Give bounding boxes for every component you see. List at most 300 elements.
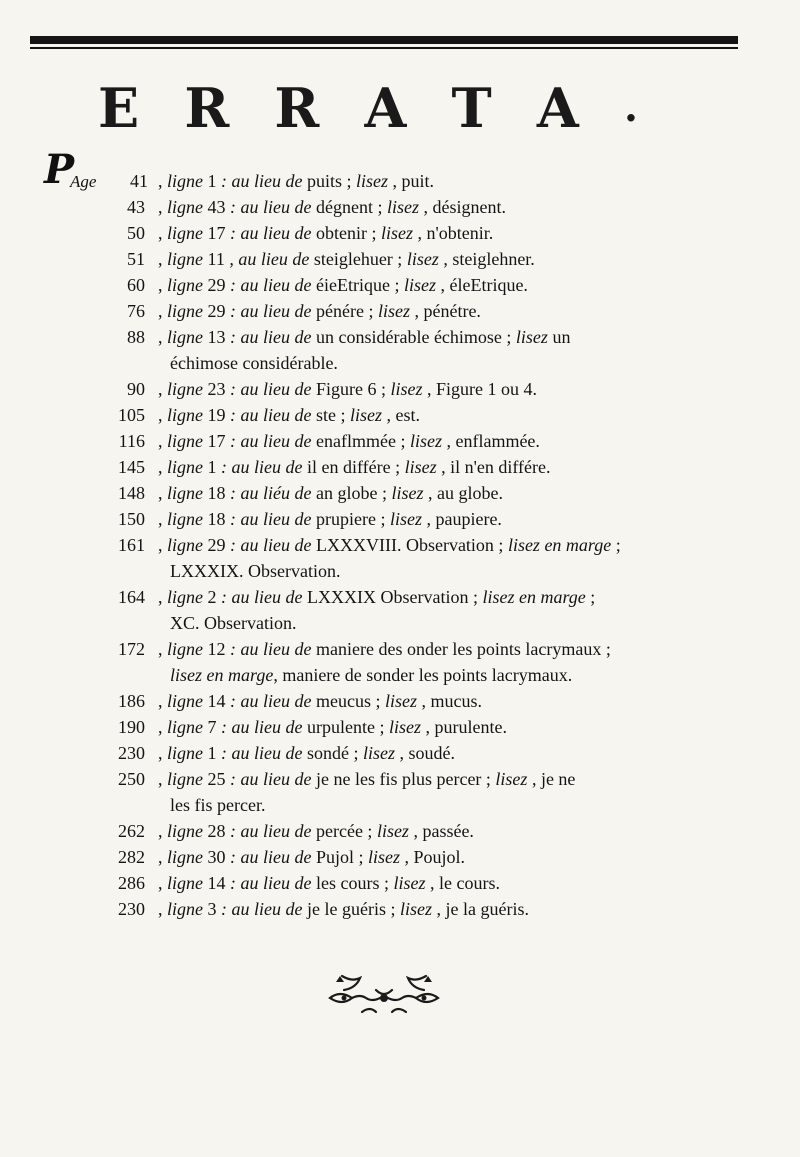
- ligne-label: ligne: [167, 431, 203, 451]
- entry-content: [158, 298, 481, 324]
- line-number: 19: [207, 405, 226, 425]
- erroneous-text: je ne les fis plus percer ;: [315, 769, 491, 789]
- errata-continuation-line: [0, 792, 800, 818]
- ligne-label: ligne: [167, 275, 203, 295]
- line-number: 29: [207, 535, 226, 555]
- ligne-label: ligne: [167, 327, 203, 347]
- comma: ,: [158, 509, 167, 529]
- corrected-text: un: [552, 327, 571, 347]
- separator: :: [230, 847, 236, 867]
- corrected-text: , éleEtrique.: [440, 275, 528, 295]
- ligne-label: ligne: [167, 509, 203, 529]
- erroneous-text: puits ;: [306, 171, 352, 191]
- errata-entry: [0, 246, 800, 272]
- continuation-text: XC. Observation.: [170, 613, 297, 633]
- lisez-label: lisez: [515, 327, 548, 347]
- corrected-text: , purulente.: [425, 717, 507, 737]
- title-letter: R: [184, 76, 230, 140]
- continuation-text: LXXXIX. Observation.: [170, 561, 341, 581]
- entry-content: [158, 402, 420, 428]
- erroneous-text: dégnent ;: [315, 197, 383, 217]
- continuation-content: [170, 350, 338, 376]
- ligne-label: ligne: [167, 743, 203, 763]
- lisez-label: lisez: [380, 223, 413, 243]
- line-number: 7: [207, 717, 217, 737]
- au-lieu-label: au lieu de: [240, 847, 312, 867]
- errata-line: [0, 714, 800, 740]
- ligne-label: ligne: [167, 769, 203, 789]
- comma: ,: [158, 275, 167, 295]
- ligne-label: ligne: [167, 639, 203, 659]
- errata-line: [0, 844, 800, 870]
- au-lieu-label: au lieu de: [240, 431, 312, 451]
- errata-line: [0, 298, 800, 324]
- separator: :: [230, 639, 236, 659]
- continuation-content: [170, 792, 265, 818]
- lisez-label: lisez: [349, 405, 382, 425]
- line-number: 3: [207, 899, 217, 919]
- page-number: 43: [127, 197, 145, 217]
- lisez-label: lisez: [386, 197, 419, 217]
- au-lieu-label: au lieu de: [240, 301, 312, 321]
- line-number: 43: [207, 197, 226, 217]
- continuation-content: [170, 558, 340, 584]
- line-number: 13: [207, 327, 226, 347]
- entry-content: [158, 896, 529, 922]
- au-lieu-label: au lieu de: [240, 873, 312, 893]
- erroneous-text: urpulente ;: [306, 717, 385, 737]
- lisez-label: lisez: [406, 249, 439, 269]
- top-rule-thin: [30, 47, 738, 49]
- drop-cap: P: [44, 146, 75, 193]
- lisez-label: lisez: [388, 717, 421, 737]
- lisez-label: lisez: [376, 821, 409, 841]
- title-period: .: [623, 84, 638, 131]
- page-number: 41: [130, 171, 148, 191]
- separator: :: [230, 821, 236, 841]
- corrected-text: , il n'en différe.: [441, 457, 551, 477]
- erroneous-text: les cours ;: [315, 873, 389, 893]
- comma: ,: [158, 873, 167, 893]
- separator: :: [230, 223, 236, 243]
- errata-entry: [0, 428, 800, 454]
- continuation-text: échimose considérable.: [170, 353, 338, 373]
- erroneous-text: LXXXVIII. Observation ;: [315, 535, 504, 555]
- comma: ,: [158, 743, 167, 763]
- corrected-text: , au globe.: [427, 483, 503, 503]
- entry-content: [158, 480, 503, 506]
- separator: :: [230, 197, 236, 217]
- page-number: 230: [118, 743, 145, 763]
- comma: ,: [158, 249, 167, 269]
- au-lieu-label: au lieu de: [231, 171, 303, 191]
- errata-continuation-line: [0, 662, 800, 688]
- corrected-text: ;: [615, 535, 621, 555]
- separator: :: [230, 327, 236, 347]
- errata-entry: [0, 870, 800, 896]
- entry-content: [158, 376, 537, 402]
- line-number: 17: [207, 431, 226, 451]
- separator: :: [230, 769, 236, 789]
- continuation-text: , maniere de sonder les points lacrymaux.: [273, 665, 573, 685]
- ligne-label: ligne: [167, 301, 203, 321]
- errata-entry: [0, 324, 800, 376]
- page-number: 164: [118, 587, 145, 607]
- page-number: 172: [118, 639, 145, 659]
- ligne-label: ligne: [167, 405, 203, 425]
- errata-line: [0, 532, 800, 558]
- errata-entry: [0, 454, 800, 480]
- errata-line: [0, 402, 800, 428]
- errata-line: [0, 870, 800, 896]
- ligne-label: ligne: [167, 587, 203, 607]
- page-number: 250: [118, 769, 145, 789]
- ligne-label: ligne: [167, 223, 203, 243]
- corrected-text: , mucus.: [421, 691, 482, 711]
- au-lieu-label: au lieu de: [231, 717, 303, 737]
- comma: ,: [158, 431, 167, 451]
- line-number: 18: [207, 483, 226, 503]
- separator: :: [221, 743, 227, 763]
- lisez-label: lisez: [377, 301, 410, 321]
- errata-list: [0, 168, 800, 922]
- comma: ,: [158, 483, 167, 503]
- entry-content: [158, 870, 500, 896]
- entry-content: [158, 714, 507, 740]
- erroneous-text: prupiere ;: [315, 509, 386, 529]
- separator: ,: [229, 249, 234, 269]
- erroneous-text: meucus ;: [315, 691, 381, 711]
- separator: :: [230, 431, 236, 451]
- ligne-label: ligne: [167, 379, 203, 399]
- entry-content: [158, 766, 575, 792]
- lisez-label: lisez: [391, 483, 424, 503]
- errata-entry: [0, 506, 800, 532]
- erroneous-text: pénére ;: [315, 301, 374, 321]
- entry-content: [158, 168, 434, 194]
- page-number: 76: [127, 301, 145, 321]
- comma: ,: [158, 899, 167, 919]
- line-number: 14: [207, 691, 226, 711]
- separator: :: [230, 691, 236, 711]
- comma: ,: [158, 535, 167, 555]
- separator: :: [221, 899, 227, 919]
- errata-line: [0, 194, 800, 220]
- title-letter: T: [451, 76, 492, 140]
- errata-line: [0, 818, 800, 844]
- comma: ,: [158, 301, 167, 321]
- lisez-label: lisez: [384, 691, 417, 711]
- au-lieu-label: au lieu de: [240, 275, 312, 295]
- corrected-text: , n'obtenir.: [417, 223, 494, 243]
- separator: :: [230, 509, 236, 529]
- ligne-label: ligne: [167, 197, 203, 217]
- ligne-label: ligne: [167, 171, 203, 191]
- page-title: [98, 78, 638, 138]
- lisez-label: lisez: [403, 275, 436, 295]
- ligne-label: ligne: [167, 821, 203, 841]
- page-number: 150: [118, 509, 145, 529]
- errata-line: [0, 220, 800, 246]
- page-number: 145: [118, 457, 145, 477]
- page-number: 148: [118, 483, 145, 503]
- title-letter: A: [536, 76, 579, 140]
- line-number: 1: [207, 171, 217, 191]
- page-number: 88: [127, 327, 145, 347]
- erroneous-text: éieEtrique ;: [315, 275, 400, 295]
- au-lieu-label: au lieu de: [240, 535, 312, 555]
- entry-content: [158, 428, 540, 454]
- erroneous-text: il en différe ;: [306, 457, 401, 477]
- line-number: 2: [207, 587, 217, 607]
- ligne-label: ligne: [167, 457, 203, 477]
- line-number: 28: [207, 821, 226, 841]
- line-number: 1: [207, 457, 217, 477]
- au-lieu-label: au lieu de: [240, 223, 312, 243]
- au-lieu-label: au lieu de: [240, 691, 312, 711]
- au-lieu-label: au lieu de: [240, 821, 312, 841]
- errata-line: [0, 636, 800, 662]
- corrected-text: , paupiere.: [426, 509, 502, 529]
- errata-entry: [0, 402, 800, 428]
- errata-entry: [0, 584, 800, 636]
- separator: :: [230, 379, 236, 399]
- comma: ,: [158, 405, 167, 425]
- corrected-text: , est.: [386, 405, 420, 425]
- page-number: 186: [118, 691, 145, 711]
- errata-entry: [0, 714, 800, 740]
- errata-continuation-line: [0, 558, 800, 584]
- line-number: 17: [207, 223, 226, 243]
- title-letter: R: [274, 76, 320, 140]
- corrected-text: , pénétre.: [414, 301, 481, 321]
- corrected-text: , je la guéris.: [436, 899, 529, 919]
- erroneous-text: Figure 6 ;: [315, 379, 386, 399]
- corrected-text: , soudé.: [399, 743, 455, 763]
- comma: ,: [158, 769, 167, 789]
- errata-line: [0, 766, 800, 792]
- errata-entry: [0, 298, 800, 324]
- errata-entry: [0, 168, 800, 194]
- erroneous-text: sondé ;: [306, 743, 359, 763]
- entry-content: [158, 740, 455, 766]
- errata-continuation-line: [0, 350, 800, 376]
- errata-line: [0, 376, 800, 402]
- comma: ,: [158, 379, 167, 399]
- continuation-text: les fis percer.: [170, 795, 266, 815]
- ligne-label: ligne: [167, 717, 203, 737]
- comma: ,: [158, 821, 167, 841]
- page-number: 90: [127, 379, 145, 399]
- erroneous-text: LXXXIX Observation ;: [306, 587, 478, 607]
- comma: ,: [158, 587, 167, 607]
- lisez-label: lisez en marge: [170, 665, 274, 685]
- au-lieu-label: au lieu de: [240, 639, 312, 659]
- erroneous-text: obtenir ;: [315, 223, 377, 243]
- line-number: 30: [207, 847, 226, 867]
- separator: :: [230, 873, 236, 893]
- lisez-label: lisez: [390, 379, 423, 399]
- au-lieu-label: au lieu de: [231, 457, 303, 477]
- au-lieu-label: au lieu de: [240, 197, 312, 217]
- erroneous-text: Pujol ;: [315, 847, 364, 867]
- erroneous-text: ste ;: [315, 405, 346, 425]
- erroneous-text: steiglehuer ;: [313, 249, 403, 269]
- errata-entry: [0, 740, 800, 766]
- comma: ,: [158, 171, 167, 191]
- lisez-label: lisez: [362, 743, 395, 763]
- lisez-label: lisez en marge: [507, 535, 612, 555]
- corrected-text: , passée.: [413, 821, 474, 841]
- page-number: 286: [118, 873, 145, 893]
- entry-content: [158, 818, 474, 844]
- lisez-label: lisez: [356, 171, 389, 191]
- line-number: 29: [207, 301, 226, 321]
- lisez-label: lisez: [399, 899, 432, 919]
- entry-content: [158, 636, 611, 662]
- line-number: 29: [207, 275, 226, 295]
- comma: ,: [158, 847, 167, 867]
- errata-entry: [0, 688, 800, 714]
- title-letter: A: [364, 76, 407, 140]
- ligne-label: ligne: [167, 535, 203, 555]
- errata-entry: [0, 272, 800, 298]
- line-number: 12: [207, 639, 226, 659]
- erroneous-text: enaflmmée ;: [315, 431, 406, 451]
- ligne-label: ligne: [167, 899, 203, 919]
- page-label: Age: [70, 172, 97, 191]
- au-lieu-label: au lieu de: [240, 405, 312, 425]
- au-lieu-label: au lieu de: [240, 509, 312, 529]
- entry-content: [158, 272, 528, 298]
- errata-line: [0, 506, 800, 532]
- comma: ,: [158, 197, 167, 217]
- ligne-label: ligne: [167, 847, 203, 867]
- entry-content: [158, 532, 621, 558]
- entry-content: [158, 844, 465, 870]
- au-lieu-label: au lieu de: [240, 327, 312, 347]
- errata-line: [0, 584, 800, 610]
- errata-line: [0, 688, 800, 714]
- errata-entry: [0, 818, 800, 844]
- entry-content: [158, 194, 506, 220]
- lisez-label: lisez: [368, 847, 401, 867]
- erroneous-text: je le guéris ;: [306, 899, 396, 919]
- errata-line: [0, 428, 800, 454]
- erroneous-text: un considérable échimose ;: [315, 327, 512, 347]
- separator: :: [230, 535, 236, 555]
- errata-line: [0, 246, 800, 272]
- line-number: 11: [207, 249, 225, 269]
- errata-line: [0, 168, 800, 194]
- entry-content: [158, 324, 570, 350]
- au-lieu-label: au lieu de: [240, 379, 312, 399]
- page-number: 60: [127, 275, 145, 295]
- title-letter: E: [98, 76, 140, 140]
- lisez-label: lisez: [389, 509, 422, 529]
- lisez-label: lisez: [409, 431, 442, 451]
- errata-line: [0, 896, 800, 922]
- corrected-text: , puit.: [392, 171, 435, 191]
- errata-line: [0, 454, 800, 480]
- comma: ,: [158, 639, 167, 659]
- page-number: 161: [118, 535, 145, 555]
- lisez-label: lisez en marge: [482, 587, 586, 607]
- separator: :: [230, 301, 236, 321]
- au-lieu-label: au lieu de: [231, 743, 303, 763]
- separator: :: [230, 405, 236, 425]
- lisez-label: lisez: [393, 873, 426, 893]
- lisez-label: lisez: [495, 769, 528, 789]
- corrected-text: , enflammée.: [446, 431, 540, 451]
- entry-content: [158, 584, 595, 610]
- errata-entry: [0, 532, 800, 584]
- entry-content: [158, 246, 535, 272]
- corrected-text: ;: [590, 587, 596, 607]
- continuation-content: [170, 662, 572, 688]
- page-number: 105: [118, 405, 145, 425]
- erroneous-text: percée ;: [315, 821, 373, 841]
- corrected-text: , désignent.: [423, 197, 506, 217]
- printers-fleuron-icon: [322, 968, 446, 1020]
- erroneous-text: maniere des onder les points lacrymaux ;: [315, 639, 611, 659]
- comma: ,: [158, 717, 167, 737]
- continuation-content: [170, 610, 296, 636]
- corrected-text: , le cours.: [429, 873, 500, 893]
- top-rule-thick: [30, 36, 738, 44]
- ligne-label: ligne: [167, 873, 203, 893]
- errata-line: [0, 324, 800, 350]
- ligne-label: ligne: [167, 249, 203, 269]
- page-number: 262: [118, 821, 145, 841]
- lisez-label: lisez: [404, 457, 437, 477]
- au-lieu-label: au lieu de: [231, 899, 303, 919]
- page-number: 230: [118, 899, 145, 919]
- separator: :: [221, 457, 227, 477]
- ligne-label: ligne: [167, 691, 203, 711]
- comma: ,: [158, 223, 167, 243]
- corrected-text: , je ne: [531, 769, 576, 789]
- errata-line: [0, 740, 800, 766]
- ligne-label: ligne: [167, 483, 203, 503]
- page-number: 116: [118, 431, 145, 451]
- errata-entry: [0, 480, 800, 506]
- separator: :: [221, 717, 227, 737]
- au-lieu-label: au liéu de: [240, 483, 312, 503]
- errata-entry: [0, 896, 800, 922]
- line-number: 14: [207, 873, 226, 893]
- line-number: 1: [207, 743, 217, 763]
- page-number: 50: [127, 223, 145, 243]
- errata-line: [0, 272, 800, 298]
- au-lieu-label: au lieu de: [240, 769, 312, 789]
- errata-line: [0, 480, 800, 506]
- errata-entry: [0, 376, 800, 402]
- page-number: 282: [118, 847, 145, 867]
- errata-entry: [0, 220, 800, 246]
- entry-content: [158, 688, 482, 714]
- separator: :: [221, 171, 227, 191]
- errata-entry: [0, 844, 800, 870]
- errata-entry: [0, 636, 800, 688]
- comma: ,: [158, 457, 167, 477]
- corrected-text: , steiglehner.: [443, 249, 535, 269]
- errata-entry: [0, 766, 800, 818]
- line-number: 25: [207, 769, 226, 789]
- line-number: 23: [207, 379, 226, 399]
- entry-content: [158, 506, 502, 532]
- separator: :: [221, 587, 227, 607]
